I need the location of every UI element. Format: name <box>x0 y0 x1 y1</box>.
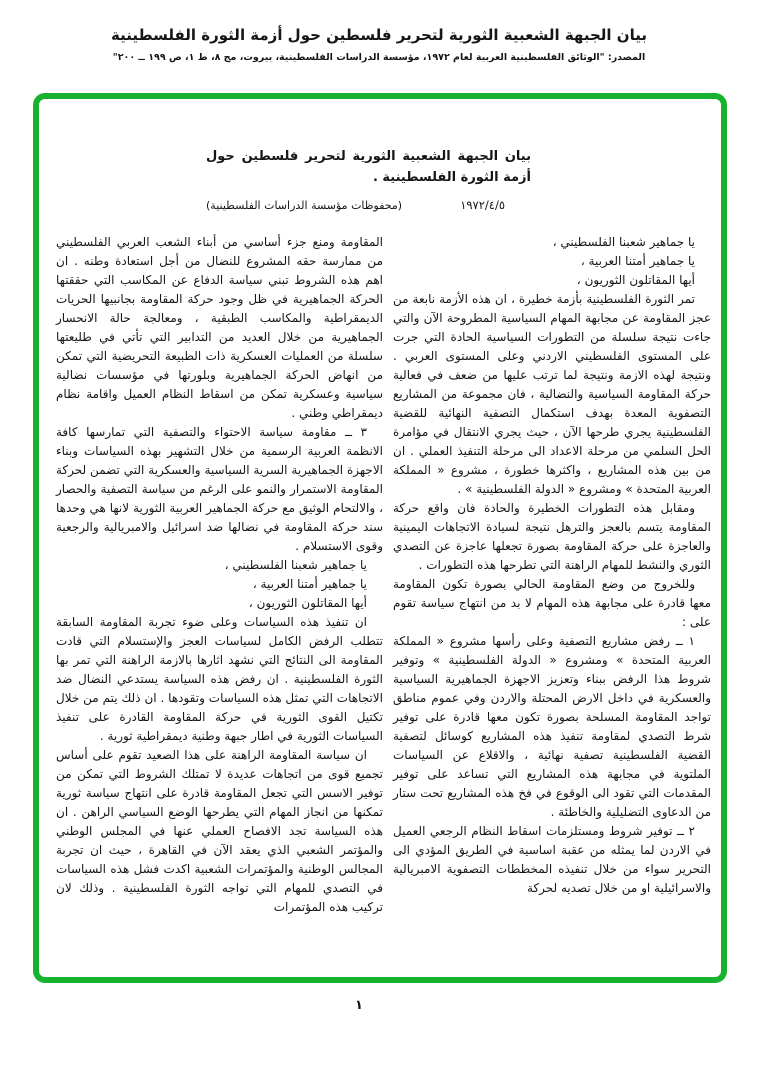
salutation-line: يا جماهير شعبنا الفلسطيني ، <box>552 235 695 249</box>
paragraph-item-1: ١ ــ رفض مشاريع التصفية وعلى رأسها مشروع « المملكة العربية المتحدة » ومشروع « الدولة الفلسطينية » وتوفير شروط هذا الرفض ببناء وتعزيز الاجهزة الجماهيرية السياسية والعسكرية في داخل الارض المحتلة والاردن وفي عموم مناطق تواجد المقاومة المسلحة بصورة تكون معها قادرة على توفير شرط التصدي لمقاومة تنفيذ هذه المشاريع كوسائل لتصفية القضية الفلسطينية تصفية نهائية ، والاقلاع عن السياسات الملتوية في مجابهة هذه المشاريع التي تساعد على توفير المقدمات التي تقود الى الوقوع في فخ هذه المشاريع تحت ستار من الدعاوى التضليلية والخاطئة . <box>393 634 711 819</box>
document-title: بيان الجبهة الشعبية الثورية لتحرير فلسطين حول أزمة الثورة الفلسطينية . <box>206 149 531 185</box>
document-head <box>206 146 531 212</box>
document-columns <box>39 233 721 917</box>
document-date: ١٩٧٢/٤/٥ <box>460 198 505 212</box>
column-right <box>393 233 711 917</box>
salutation-line: يا جماهير شعبنا الفلسطيني ، <box>224 558 367 572</box>
paragraph: ومقابل هذه التطورات الخطيرة والحادة فان واقع حركة المقاومة يتسم بالعجز والترهل نتيجة لسيادة الاتجاهات اليمينية والعاجزة على حركة المقاومة بصورة تجعلها عاجزة عن التصدي الثوري والنشط للمهام الراهنة التي تطرحها هذه التطورات . <box>393 501 711 572</box>
document-frame <box>33 93 727 983</box>
document-meta-row <box>206 198 531 212</box>
salutation-line: يا جماهير أمتنا العربية ، <box>252 577 367 591</box>
salutation-line: أيها المقاتلون الثوريون ، <box>248 596 367 610</box>
archive-note: (محفوظات مؤسسة الدراسات الفلسطينية) <box>206 199 403 212</box>
source-citation: المصدر: "الوثائق الفلسطينية العربية لعام ١٩٧٢، مؤسسة الدراسات الفلسطينية، بيروت، مج ٨، ط ١، ص ١٩٩ ــ ٢٠٠" <box>112 52 646 63</box>
page-number: ١ <box>355 998 363 1013</box>
salutation-line: أيها المقاتلون الثوريون ، <box>576 273 695 287</box>
salutation-line: يا جماهير أمتنا العربية ، <box>580 254 695 268</box>
page-title: بيان الجبهة الشعبية الثورية لتحرير فلسطين حول أزمة الثورة الفلسطينية <box>111 26 647 44</box>
paragraph: تمر الثورة الفلسطينية بأزمة خطيرة ، ان هذه الأزمة نابعة من عجز المقاومة عن مجابهة المهام السياسية المطروحة الآن والتي جاءت نتيجة سلسلة من التطورات السياسية الحادة التي جرت على المستوى الفلسطيني الاردني وعلى المستوى العربي . ونتيجة لهذه الازمة ونتيجة لما ترتب عليها من ضعف في فعالية حركة المقاومة السياسية والنضالية ، فان مجموعة من المشاريع التصفوية المعدة بهدف استكمال التصفية النهائية للقضية الفلسطينية يجري طرحها الآن ، حيث يجري الانتقال في مؤامرة الحل السلمي من مرحلة الاعداد الى مرحلة التنفيذ العملي . ان من بين هذه المشاريع ، واكثرها خطورة ، مشروع « المملكة العربية المتحدة » ومشروع « الدولة الفلسطينية » . <box>393 292 711 496</box>
paragraph-continuation: المقاومة ومنع جزء أساسي من أبناء الشعب العربي الفلسطيني من ممارسة حقه المشروع للنضال من أجل استعادة وطنه . ان اهم هذه الشروط تبني سياسة الدفاع عن المكاسب التي حققتها الحركة الجماهيرية في ظل وجود حركة المقاومة بجانبيها الحريات الديمقراطية والمكاسب الطبقية ، ومعالجة حالة الانحسار الجماهيرية من خلال العديد من التدابير التي تأتي في طليعتها سلسلة من العمليات العسكرية ذات الطبيعة التحريضية التي تمكن من انهاض الحركة الجماهيرية وبلورتها في مؤسسات نضالية سياسية وعسكرية تمكن من اسقاط النظام العميل واقامة نظام ديمقراطي وطني . <box>56 235 383 420</box>
page-header <box>0 0 758 64</box>
paragraph: ان سياسة المقاومة الراهنة على هذا الصعيد تقوم على أساس تجميع قوى من اتجاهات عديدة لا تمتلك الشروط التي تمكن من توفير الاسس التي تجعل المقاومة قادرة على انتهاج سياسة ثورية تمكنها من انجاز المهام التي يطرحها الوضع السياسي الراهن . ان هذه السياسة تجد الافصاح العملي عنها في المجلس الوطني والمؤتمر الشعبي الذي يعقد الآن في القاهرة ، حيث ان تجربة المجالس الوطنية والمؤتمرات الشعبية اكدت فشل هذه السياسات في التصدي للمهام التي تواجه الثورة الفلسطينية . وذلك لان تركيب هذه المؤتمرات <box>56 748 383 914</box>
paragraph: وللخروج من وضع المقاومة الحالي بصورة تكون المقاومة معها قادرة على مجابهة هذه المهام لا بد من انتهاج سياسة تقوم على : <box>393 577 711 629</box>
column-left <box>56 233 383 917</box>
paragraph-item-2: ٢ ــ توفير شروط ومستلزمات اسقاط النظام الرجعي العميل في الاردن لما يمثله من عقبة اساسية في الطريق المؤدي الى التحرير سواء من خلال تنفيذه المخططات التصفوية الامبريالية والاسرائيلية او من خلال تصديه لحركة <box>393 824 711 895</box>
paragraph-item-3: ٣ ــ مقاومة سياسة الاحتواء والتصفية التي تمارسها كافة الانظمة العربية الرسمية من خلال التشهير بهذه السياسات وبناء الاجهزة الجماهيرية السرية السياسية والعسكرية التي تضمن لحركة المقاومة الاستمرار والنمو على الرغم من سياسة التصفية والحصار ، والالتحام الوثيق مع حركة الجماهير العربية الثورية لانها هي وحدها سند حركة المقاومة في نضالها ضد اسرائيل والامبريالية والرجعية وقوى الاستسلام . <box>56 425 383 553</box>
paragraph: ان تنفيذ هذه السياسات وعلى ضوء تجربة المقاومة السابقة تتطلب الرفض الكامل لسياسات العجز والإستسلام التي قادت المقاومة الى النتائج التي نشهد اثارها بالازمة الراهنة التي تمر بها الثورة الفلسطينية . ان رفض هذه السياسة يستدعي النضال ضد الاتجاهات التي تمثل هذه السياسات وتقودها . ان ذلك يتم من خلال تكتيل القوى الثورية في حركة المقاومة القادرة على تنفيذ السياسات الثورية في اطار جبهة وطنية ديمقراطية ثورية . <box>56 615 383 743</box>
